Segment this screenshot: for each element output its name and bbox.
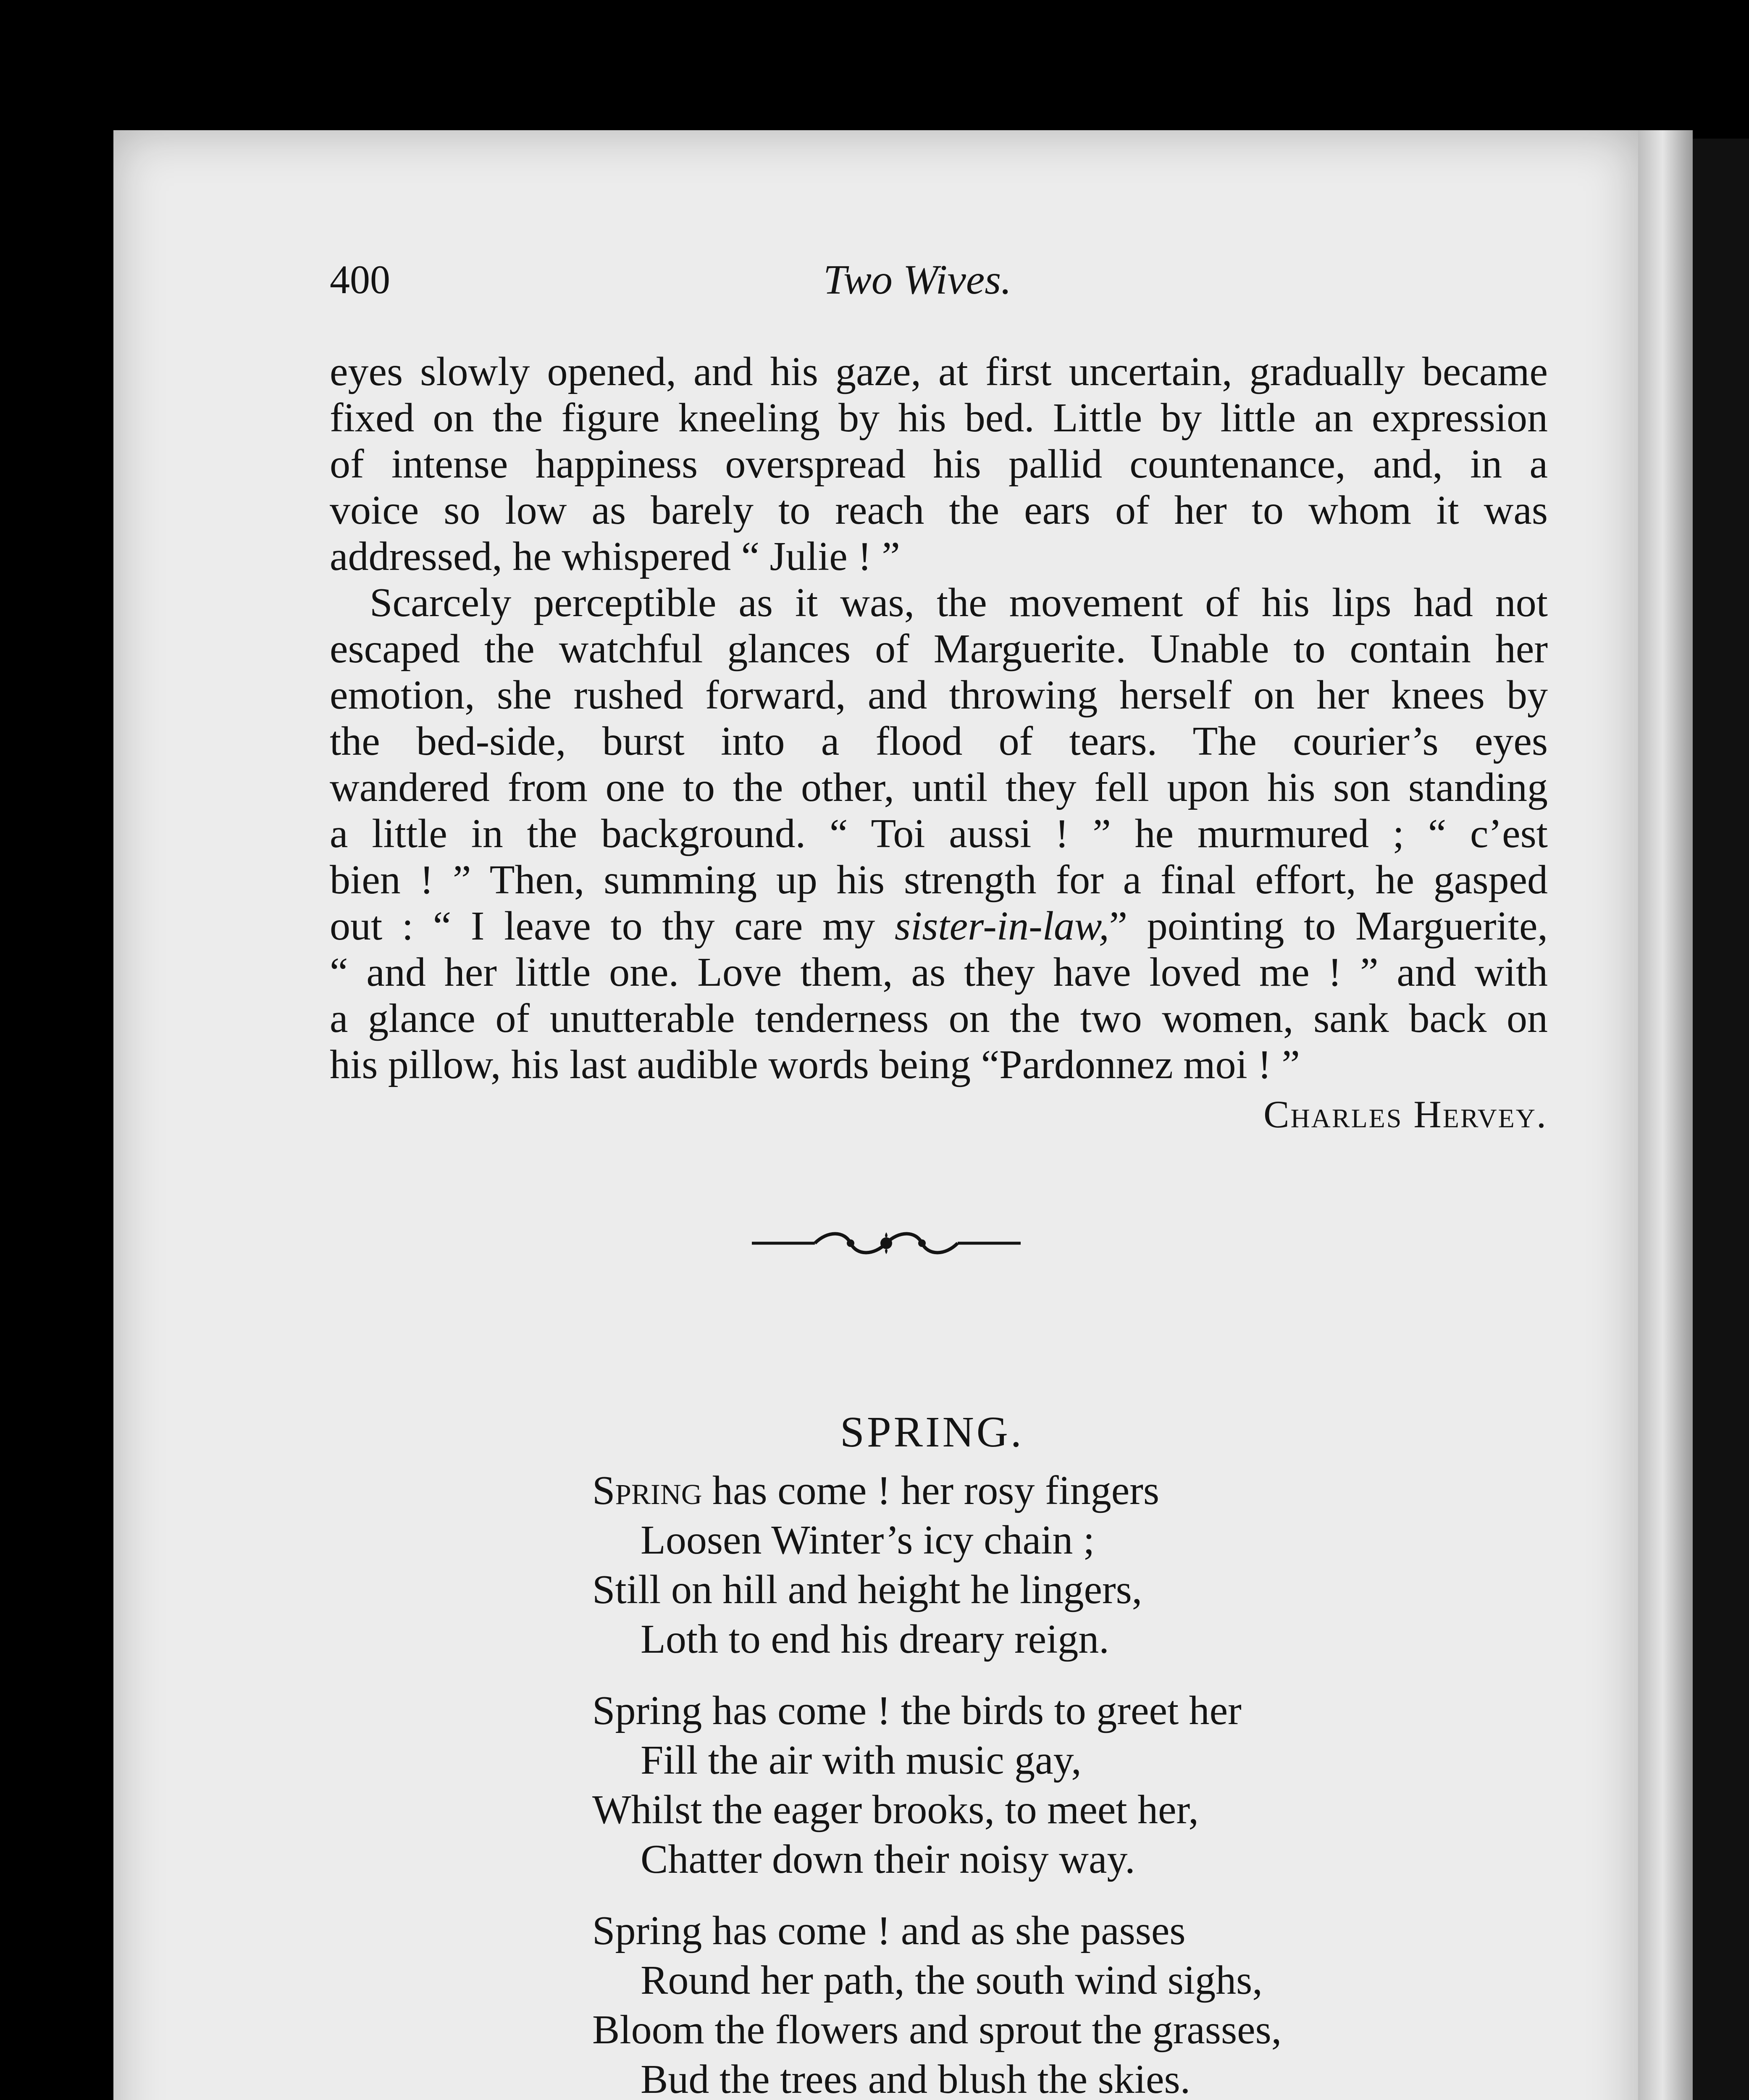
poem-stanza	[592, 1906, 1516, 2100]
prose-line-end: ” pointing to Marguerite,	[1109, 903, 1548, 949]
poem-line: Still on hill and height he lingers,	[592, 1567, 1142, 1612]
prose-line	[330, 903, 1548, 949]
prose-line: addressed, he whispered “ Julie ! ”	[330, 534, 900, 579]
prose-line: escaped the watchful glances of Marguerite. Unable to contain her	[330, 626, 1548, 672]
prose-line: a glance of unutterable tenderness on the two women, sank back on	[330, 996, 1548, 1041]
poem-stanza	[592, 1686, 1516, 1884]
page-gutter	[1638, 130, 1693, 2100]
prose-line: wandered from one to the other, until they fell upon his son standing	[330, 765, 1548, 810]
prose-line: his pillow, his last audible words being “Pardonnez moi ! ”	[330, 1042, 1300, 1087]
prose-line: the bed-side, burst into a flood of tears. The courier’s eyes	[330, 719, 1548, 764]
poem-line: Whilst the eager brooks, to meet her,	[592, 1787, 1199, 1832]
poem-line: Bud the trees and blush the skies.	[641, 2057, 1191, 2100]
prose-line: bien ! ” Then, summing up his strength for a final effort, he gasped	[330, 857, 1548, 903]
poem-line: Loth to end his dreary reign.	[641, 1617, 1109, 1662]
poem-line: Spring has come ! and as she passes	[592, 1908, 1186, 1953]
poem-line: Bloom the flowers and sprout the grasses,	[592, 2007, 1282, 2053]
poem-first-word: Spring	[592, 1468, 702, 1513]
prose-line: voice so low as barely to reach the ears of her to whom it was	[330, 488, 1548, 533]
poem-line: Loosen Winter’s icy chain ;	[641, 1517, 1095, 1563]
prose-line: Scarcely perceptible as it was, the movement of his lips had not	[370, 580, 1548, 625]
prose-author-signature: Charles Hervey.	[1263, 1093, 1547, 1136]
prose-line: eyes slowly opened, and his gaze, at first uncertain, gradually became	[330, 349, 1548, 394]
ornament-divider	[748, 1226, 1025, 1260]
prose-line: of intense happiness overspread his pallid countenance, and, in a	[330, 441, 1548, 487]
prose-line: a little in the background. “ Toi aussi ! ” he murmured ; “ c’est	[330, 811, 1548, 856]
prose-line: “ and her little one. Love them, as they have loved me ! ” and with	[330, 950, 1548, 995]
prose-line: fixed on the figure kneeling by his bed. Little by little an expression	[330, 395, 1548, 441]
poem-line-rest: has come ! her rosy fingers	[702, 1468, 1160, 1513]
poem-line: Chatter down their noisy way.	[641, 1837, 1135, 1882]
running-title: Two Wives.	[823, 256, 1012, 303]
page-number: 400	[330, 257, 390, 302]
poem-title: SPRING.	[840, 1408, 1024, 1456]
poem-line: Spring has come ! the birds to greet her	[592, 1688, 1242, 1733]
poem	[592, 1466, 1516, 2100]
poem-line	[592, 1466, 1516, 1515]
poem-line: Round her path, the south wind sighs,	[641, 1958, 1263, 2003]
prose-line-italic: sister-in-law,	[894, 903, 1109, 949]
poem-stanza	[592, 1466, 1516, 1664]
prose-line-start: out : “ I leave to thy care my	[330, 903, 895, 949]
next-page-edge	[1693, 139, 1749, 2100]
prose-passage	[330, 349, 1548, 1088]
prose-line: emotion, she rushed forward, and throwing herself on her knees by	[330, 672, 1548, 718]
poem-line: Fill the air with music gay,	[641, 1738, 1082, 1783]
